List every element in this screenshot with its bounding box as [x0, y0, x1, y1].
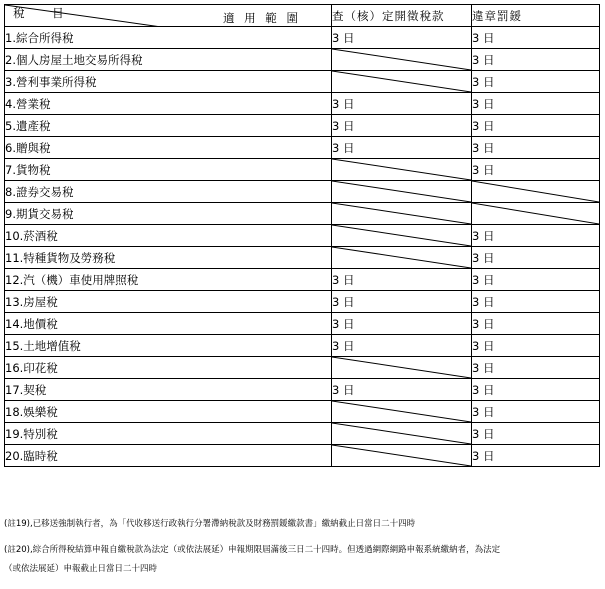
table-row — [5, 401, 600, 423]
assessment-deadline-cell: 3 日 — [332, 291, 472, 313]
tax-item-header-label: 稅 目 — [13, 6, 76, 20]
penalty-not-applicable-cell — [472, 203, 600, 225]
table-row — [5, 423, 600, 445]
assessment-deadline-cell: 3 日 — [332, 27, 472, 49]
table-row — [5, 49, 600, 71]
footnotes — [4, 518, 604, 589]
tax-item-name: 11.特種貨物及勞務稅 — [5, 247, 332, 269]
tax-item-name: 9.期貨交易稅 — [5, 203, 332, 225]
table-row — [5, 445, 600, 467]
assessment-not-applicable-cell — [332, 357, 472, 379]
assessment-not-applicable-cell — [332, 423, 472, 445]
assessment-deadline-cell: 3 日 — [332, 115, 472, 137]
not-applicable-slash — [332, 247, 471, 268]
scope-header-label: 適 用 範 圍 — [223, 11, 301, 25]
tax-item-name: 2.個人房屋土地交易所得稅 — [5, 49, 332, 71]
tax-item-name: 3.營利事業所得稅 — [5, 71, 332, 93]
not-applicable-slash — [332, 423, 471, 444]
penalty-deadline-cell: 3 日 — [472, 291, 600, 313]
tax-item-name: 17.契稅 — [5, 379, 332, 401]
penalty-deadline-cell: 3 日 — [472, 313, 600, 335]
penalty-deadline-cell: 3 日 — [472, 159, 600, 181]
table-row — [5, 313, 600, 335]
table-row — [5, 27, 600, 49]
footnote-20-continued: （或依法展延）申報截止日當日二十四時 — [4, 564, 158, 574]
assessment-deadline-cell: 3 日 — [332, 137, 472, 159]
assessment-deadline-cell: 3 日 — [332, 93, 472, 115]
not-applicable-slash — [332, 181, 471, 202]
table-row — [5, 159, 600, 181]
assessment-not-applicable-cell — [332, 225, 472, 247]
penalty-deadline-cell: 3 日 — [472, 115, 600, 137]
penalty-deadline-cell: 3 日 — [472, 27, 600, 49]
not-applicable-slash — [332, 445, 471, 466]
not-applicable-slash — [332, 49, 471, 70]
tax-item-name: 20.臨時稅 — [5, 445, 332, 467]
tax-item-name: 10.菸酒稅 — [5, 225, 332, 247]
assessment-column-header: 查（核）定開徵稅款 — [332, 5, 472, 27]
table-row — [5, 181, 600, 203]
table-row — [5, 269, 600, 291]
tax-item-name: 19.特別稅 — [5, 423, 332, 445]
penalty-deadline-cell: 3 日 — [472, 335, 600, 357]
penalty-deadline-cell: 3 日 — [472, 401, 600, 423]
table-row — [5, 71, 600, 93]
table-row — [5, 115, 600, 137]
penalty-column-header: 違章罰鍰 — [472, 5, 600, 27]
assessment-not-applicable-cell — [332, 49, 472, 71]
assessment-not-applicable-cell — [332, 159, 472, 181]
table-row — [5, 379, 600, 401]
not-applicable-slash — [472, 181, 599, 202]
tax-item-name: 5.遺產稅 — [5, 115, 332, 137]
tax-item-name: 4.營業稅 — [5, 93, 332, 115]
assessment-not-applicable-cell — [332, 71, 472, 93]
penalty-deadline-cell: 3 日 — [472, 93, 600, 115]
penalty-deadline-cell: 3 日 — [472, 225, 600, 247]
tax-item-name: 14.地價稅 — [5, 313, 332, 335]
tax-item-name: 1.綜合所得稅 — [5, 27, 332, 49]
assessment-not-applicable-cell — [332, 203, 472, 225]
table-row — [5, 93, 600, 115]
penalty-deadline-cell: 3 日 — [472, 71, 600, 93]
assessment-deadline-cell: 3 日 — [332, 269, 472, 291]
not-applicable-slash — [332, 357, 471, 378]
not-applicable-slash — [332, 203, 471, 224]
not-applicable-slash — [332, 225, 471, 246]
table-row — [5, 357, 600, 379]
table-row — [5, 291, 600, 313]
not-applicable-slash — [332, 159, 471, 180]
header-row — [5, 5, 600, 27]
table-row — [5, 247, 600, 269]
assessment-not-applicable-cell — [332, 247, 472, 269]
penalty-deadline-cell: 3 日 — [472, 137, 600, 159]
table-row — [5, 225, 600, 247]
tax-item-name: 16.印花稅 — [5, 357, 332, 379]
tax-item-name: 15.土地增值稅 — [5, 335, 332, 357]
penalty-deadline-cell: 3 日 — [472, 445, 600, 467]
not-applicable-slash — [332, 71, 471, 92]
footnote-20: (註20),綜合所得稅結算申報自繳稅款為法定（或依法展延）申報期限屆滿後三日二十四時。但透過網際網路申報系統繳納者，為法定 — [4, 545, 501, 555]
penalty-not-applicable-cell — [472, 181, 600, 203]
assessment-deadline-cell: 3 日 — [332, 379, 472, 401]
not-applicable-slash — [472, 203, 599, 224]
tax-item-name: 7.貨物稅 — [5, 159, 332, 181]
penalty-deadline-cell: 3 日 — [472, 49, 600, 71]
penalty-deadline-cell: 3 日 — [472, 247, 600, 269]
tax-item-name: 18.娛樂稅 — [5, 401, 332, 423]
assessment-not-applicable-cell — [332, 401, 472, 423]
tax-item-name: 8.證券交易稅 — [5, 181, 332, 203]
assessment-deadline-cell: 3 日 — [332, 335, 472, 357]
table-row — [5, 335, 600, 357]
penalty-deadline-cell: 3 日 — [472, 379, 600, 401]
tax-item-name: 6.贈與稅 — [5, 137, 332, 159]
tax-item-name: 12.汽（機）車使用牌照稅 — [5, 269, 332, 291]
assessment-not-applicable-cell — [332, 445, 472, 467]
tax-item-name: 13.房屋稅 — [5, 291, 332, 313]
table-row — [5, 203, 600, 225]
assessment-deadline-cell: 3 日 — [332, 313, 472, 335]
assessment-not-applicable-cell — [332, 181, 472, 203]
not-applicable-slash — [332, 401, 471, 422]
footnote-19: (註19),已移送強制執行者，為「代收移送行政執行分署滯納稅款及財務罰鍰繳款書」繳納截止日當日二十四時 — [4, 519, 416, 529]
table-row — [5, 137, 600, 159]
tax-deadline-table — [4, 4, 600, 467]
penalty-deadline-cell: 3 日 — [472, 423, 600, 445]
penalty-deadline-cell: 3 日 — [472, 269, 600, 291]
penalty-deadline-cell: 3 日 — [472, 357, 600, 379]
corner-header-cell — [5, 5, 332, 27]
